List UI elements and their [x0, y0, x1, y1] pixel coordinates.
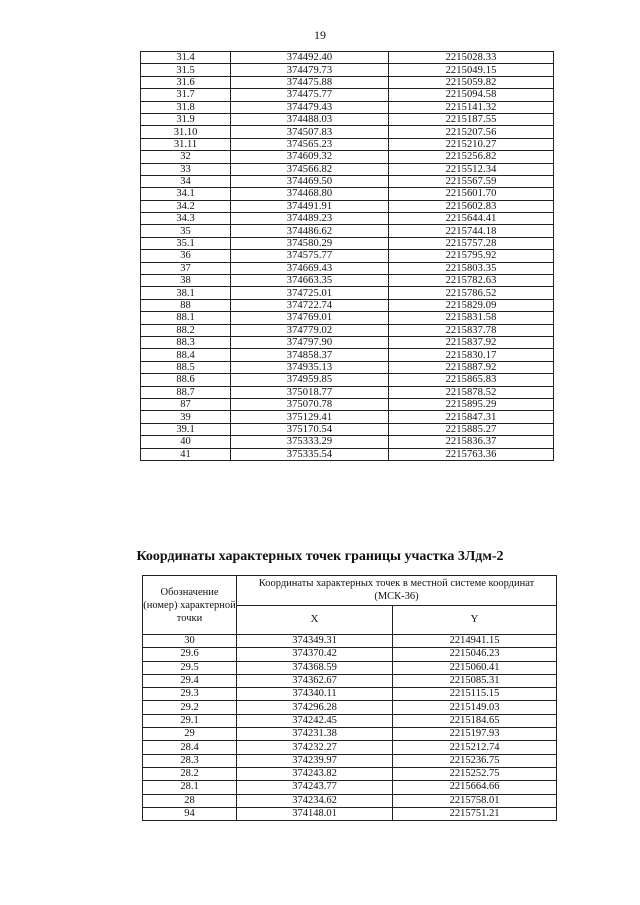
y-coordinate-cell: 2215085.31 — [393, 674, 557, 687]
y-coordinate-cell: 2215757.28 — [389, 237, 554, 249]
y-coordinate-cell: 2215644.41 — [389, 213, 554, 225]
y-coordinate-cell: 2215210.27 — [389, 138, 554, 150]
x-coordinate-cell: 374340.11 — [237, 688, 393, 701]
table-row — [141, 361, 554, 373]
x-coordinate-cell: 375335.54 — [231, 448, 389, 460]
table-row — [141, 312, 554, 324]
table-row — [143, 754, 557, 767]
y-coordinate-cell: 2215207.56 — [389, 126, 554, 138]
y-coordinate-cell: 2215887.92 — [389, 361, 554, 373]
y-coordinate-cell: 2215197.93 — [393, 728, 557, 741]
point-number-cell: 31.6 — [141, 76, 231, 88]
point-number-cell: 40 — [141, 436, 231, 448]
y-coordinate-cell: 2215060.41 — [393, 661, 557, 674]
point-number-cell: 41 — [141, 448, 231, 460]
y-coordinate-cell: 2215601.70 — [389, 188, 554, 200]
x-coordinate-cell: 374243.77 — [237, 781, 393, 794]
x-coordinate-cell: 374489.23 — [231, 213, 389, 225]
x-coordinate-cell: 374580.29 — [231, 237, 389, 249]
table-row — [143, 781, 557, 794]
x-coordinate-cell: 374722.74 — [231, 299, 389, 311]
point-number-cell: 29.4 — [143, 674, 237, 687]
section-title: Координаты характерных точек границы участка 3Лдм-2 — [136, 549, 504, 564]
y-coordinate-cell: 2215252.75 — [393, 767, 557, 780]
point-number-cell: 28.3 — [143, 754, 237, 767]
y-coordinate-cell: 2215751.21 — [393, 807, 557, 820]
header-point-number: Обозначение (номер) характерной точки — [143, 576, 237, 635]
x-coordinate-cell: 374468.80 — [231, 188, 389, 200]
x-coordinate-cell: 374479.43 — [231, 101, 389, 113]
y-coordinate-cell: 2215115.15 — [393, 688, 557, 701]
x-coordinate-cell: 374242.45 — [237, 714, 393, 727]
x-coordinate-cell: 374231.38 — [237, 728, 393, 741]
x-coordinate-cell: 374475.77 — [231, 89, 389, 101]
y-coordinate-cell: 2215830.17 — [389, 349, 554, 361]
point-number-cell: 31.4 — [141, 52, 231, 64]
x-coordinate-cell: 374779.02 — [231, 324, 389, 336]
point-number-cell: 38.1 — [141, 287, 231, 299]
table-row — [141, 175, 554, 187]
table-row — [143, 741, 557, 754]
x-coordinate-cell: 374243.82 — [237, 767, 393, 780]
table-row — [143, 674, 557, 687]
table-row — [141, 349, 554, 361]
coordinates-table-plot-3ldm-2 — [142, 575, 557, 821]
point-number-cell: 31.10 — [141, 126, 231, 138]
table-row — [143, 688, 557, 701]
y-coordinate-cell: 2215803.35 — [389, 262, 554, 274]
y-coordinate-cell: 2215795.92 — [389, 250, 554, 262]
table-row — [141, 126, 554, 138]
table-row — [143, 661, 557, 674]
x-coordinate-cell: 374296.28 — [237, 701, 393, 714]
table-header-row — [143, 576, 557, 606]
table-row — [141, 89, 554, 101]
point-number-cell: 37 — [141, 262, 231, 274]
table-row — [143, 807, 557, 820]
point-number-cell: 36 — [141, 250, 231, 262]
table-row — [141, 225, 554, 237]
point-number-cell: 34 — [141, 175, 231, 187]
y-coordinate-cell: 2215236.75 — [393, 754, 557, 767]
point-number-cell: 28.1 — [143, 781, 237, 794]
x-coordinate-cell: 374475.88 — [231, 76, 389, 88]
x-coordinate-cell: 375018.77 — [231, 386, 389, 398]
x-coordinate-cell: 374669.43 — [231, 262, 389, 274]
point-number-cell: 28.2 — [143, 767, 237, 780]
x-coordinate-cell: 374491.91 — [231, 200, 389, 212]
y-coordinate-cell: 2215059.82 — [389, 76, 554, 88]
x-coordinate-cell: 374609.32 — [231, 151, 389, 163]
x-coordinate-cell: 375170.54 — [231, 423, 389, 435]
y-coordinate-cell: 2215786.52 — [389, 287, 554, 299]
y-coordinate-cell: 2215885.27 — [389, 423, 554, 435]
x-coordinate-cell: 374232.27 — [237, 741, 393, 754]
y-coordinate-cell: 2215212.74 — [393, 741, 557, 754]
y-coordinate-cell: 2215878.52 — [389, 386, 554, 398]
point-number-cell: 31.9 — [141, 113, 231, 125]
point-number-cell: 29.3 — [143, 688, 237, 701]
y-coordinate-cell: 2215567.59 — [389, 175, 554, 187]
table-row — [141, 287, 554, 299]
x-coordinate-cell: 374566.82 — [231, 163, 389, 175]
point-number-cell: 30 — [143, 635, 237, 648]
y-coordinate-cell: 2215836.37 — [389, 436, 554, 448]
point-number-cell: 31.7 — [141, 89, 231, 101]
point-number-cell: 34.2 — [141, 200, 231, 212]
point-number-cell: 28.4 — [143, 741, 237, 754]
point-number-cell: 29 — [143, 728, 237, 741]
point-number-cell: 29.6 — [143, 648, 237, 661]
y-coordinate-cell: 2215187.55 — [389, 113, 554, 125]
x-coordinate-cell: 374959.85 — [231, 374, 389, 386]
x-coordinate-cell: 374935.13 — [231, 361, 389, 373]
x-coordinate-cell: 374234.62 — [237, 794, 393, 807]
table-row — [141, 386, 554, 398]
point-number-cell: 29.2 — [143, 701, 237, 714]
table-row — [143, 701, 557, 714]
y-coordinate-cell: 2215512.34 — [389, 163, 554, 175]
table-row — [141, 411, 554, 423]
y-coordinate-cell: 2215664.66 — [393, 781, 557, 794]
point-number-cell: 31.8 — [141, 101, 231, 113]
y-coordinate-cell: 2215744.18 — [389, 225, 554, 237]
table-row — [141, 151, 554, 163]
table-row — [143, 648, 557, 661]
y-coordinate-cell: 2215837.92 — [389, 336, 554, 348]
table-row — [141, 250, 554, 262]
x-coordinate-cell: 374565.23 — [231, 138, 389, 150]
table-row — [141, 113, 554, 125]
table-row — [143, 794, 557, 807]
x-coordinate-cell: 374370.42 — [237, 648, 393, 661]
y-coordinate-cell: 2215602.83 — [389, 200, 554, 212]
y-coordinate-cell: 2215763.36 — [389, 448, 554, 460]
point-number-cell: 94 — [143, 807, 237, 820]
table-row — [141, 138, 554, 150]
point-number-cell: 31.11 — [141, 138, 231, 150]
x-coordinate-cell: 375129.41 — [231, 411, 389, 423]
y-coordinate-cell: 2215028.33 — [389, 52, 554, 64]
page-number: 19 — [314, 28, 326, 42]
point-number-cell: 29.1 — [143, 714, 237, 727]
x-coordinate-cell: 374362.67 — [237, 674, 393, 687]
x-coordinate-cell: 374368.59 — [237, 661, 393, 674]
y-coordinate-cell: 2215847.31 — [389, 411, 554, 423]
point-number-cell: 32 — [141, 151, 231, 163]
point-number-cell: 88.1 — [141, 312, 231, 324]
table-row — [143, 714, 557, 727]
point-number-cell: 88.6 — [141, 374, 231, 386]
table-row — [141, 163, 554, 175]
header-y: Y — [393, 605, 557, 635]
table-row — [141, 101, 554, 113]
y-coordinate-cell: 2215782.63 — [389, 275, 554, 287]
table-row — [141, 213, 554, 225]
x-coordinate-cell: 374469.50 — [231, 175, 389, 187]
table-row — [141, 188, 554, 200]
point-number-cell: 88 — [141, 299, 231, 311]
point-number-cell: 29.5 — [143, 661, 237, 674]
point-number-cell: 35 — [141, 225, 231, 237]
x-coordinate-cell: 374488.03 — [231, 113, 389, 125]
x-coordinate-cell: 375070.78 — [231, 398, 389, 410]
point-number-cell: 88.7 — [141, 386, 231, 398]
point-number-cell: 39 — [141, 411, 231, 423]
point-number-cell: 35.1 — [141, 237, 231, 249]
table-row — [141, 200, 554, 212]
table-row — [141, 436, 554, 448]
coordinates-table-body — [141, 52, 554, 461]
x-coordinate-cell: 374797.90 — [231, 336, 389, 348]
point-number-cell: 88.3 — [141, 336, 231, 348]
y-coordinate-cell: 2215758.01 — [393, 794, 557, 807]
table-row — [141, 237, 554, 249]
x-coordinate-cell: 374507.83 — [231, 126, 389, 138]
point-number-cell: 34.3 — [141, 213, 231, 225]
y-coordinate-cell: 2215831.58 — [389, 312, 554, 324]
table-row — [141, 324, 554, 336]
x-coordinate-cell: 374479.73 — [231, 64, 389, 76]
x-coordinate-cell: 374349.31 — [237, 635, 393, 648]
x-coordinate-cell: 374858.37 — [231, 349, 389, 361]
x-coordinate-cell: 374148.01 — [237, 807, 393, 820]
y-coordinate-cell: 2215829.09 — [389, 299, 554, 311]
x-coordinate-cell: 374769.01 — [231, 312, 389, 324]
table-row — [141, 336, 554, 348]
point-number-cell: 39.1 — [141, 423, 231, 435]
point-number-cell: 31.5 — [141, 64, 231, 76]
table-row — [141, 299, 554, 311]
table-row — [141, 398, 554, 410]
table-row — [141, 76, 554, 88]
x-coordinate-cell: 374663.35 — [231, 275, 389, 287]
coordinates-table-body — [143, 635, 557, 821]
header-x: X — [237, 605, 393, 635]
y-coordinate-cell: 2215865.83 — [389, 374, 554, 386]
table-row — [141, 374, 554, 386]
y-coordinate-cell: 2215184.65 — [393, 714, 557, 727]
coordinates-table-continued — [140, 51, 554, 461]
point-number-cell: 33 — [141, 163, 231, 175]
x-coordinate-cell: 375333.29 — [231, 436, 389, 448]
table-row — [141, 275, 554, 287]
y-coordinate-cell: 2215141.32 — [389, 101, 554, 113]
y-coordinate-cell: 2215895.29 — [389, 398, 554, 410]
y-coordinate-cell: 2215094.58 — [389, 89, 554, 101]
x-coordinate-cell: 374486.62 — [231, 225, 389, 237]
table-row — [143, 635, 557, 648]
header-coordinates: Координаты характерных точек в местной системе координат (МСК-36) — [237, 576, 557, 606]
y-coordinate-cell: 2215149.03 — [393, 701, 557, 714]
y-coordinate-cell: 2215049.15 — [389, 64, 554, 76]
point-number-cell: 34.1 — [141, 188, 231, 200]
table-row — [143, 767, 557, 780]
x-coordinate-cell: 374575.77 — [231, 250, 389, 262]
y-coordinate-cell: 2215837.78 — [389, 324, 554, 336]
table-row — [141, 262, 554, 274]
y-coordinate-cell: 2214941.15 — [393, 635, 557, 648]
y-coordinate-cell: 2215046.23 — [393, 648, 557, 661]
table-row — [141, 448, 554, 460]
x-coordinate-cell: 374725.01 — [231, 287, 389, 299]
table-row — [141, 52, 554, 64]
point-number-cell: 88.2 — [141, 324, 231, 336]
point-number-cell: 87 — [141, 398, 231, 410]
table-row — [141, 64, 554, 76]
point-number-cell: 38 — [141, 275, 231, 287]
x-coordinate-cell: 374492.40 — [231, 52, 389, 64]
point-number-cell: 88.4 — [141, 349, 231, 361]
x-coordinate-cell: 374239.97 — [237, 754, 393, 767]
y-coordinate-cell: 2215256.82 — [389, 151, 554, 163]
table-row — [143, 728, 557, 741]
table-row — [141, 423, 554, 435]
point-number-cell: 28 — [143, 794, 237, 807]
point-number-cell: 88.5 — [141, 361, 231, 373]
